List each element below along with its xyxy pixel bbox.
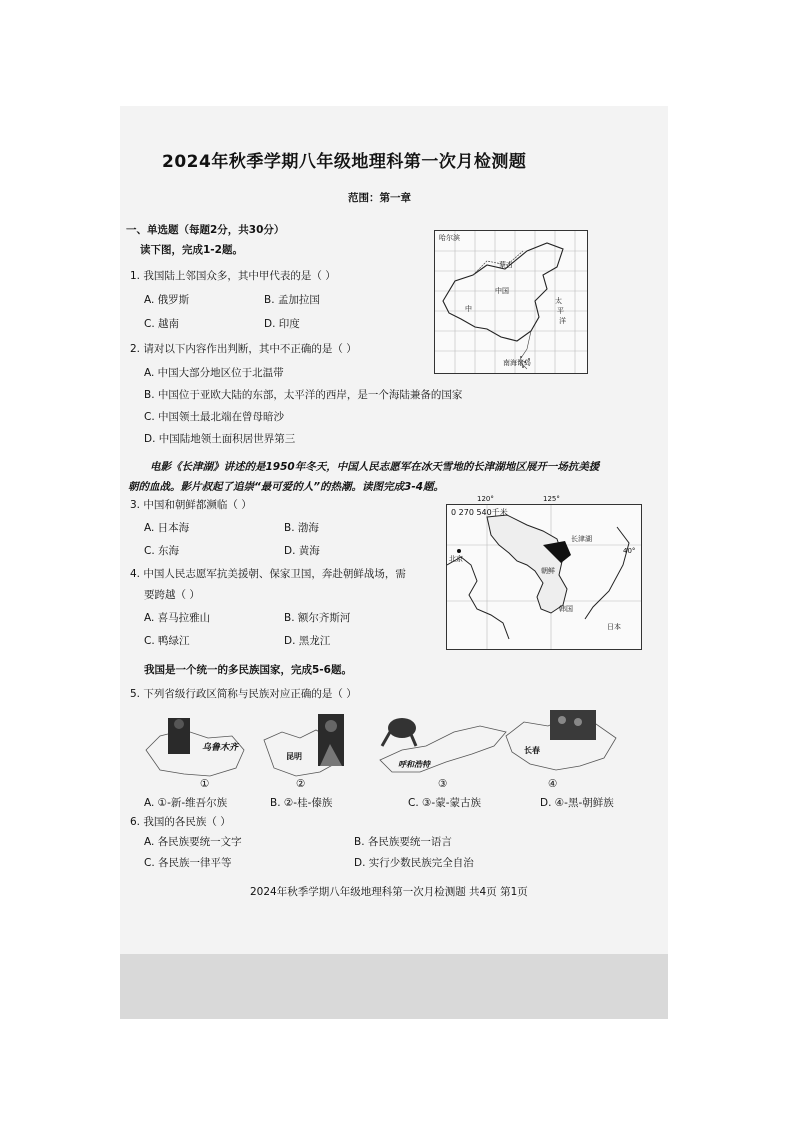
- picture-number: ①: [200, 778, 210, 790]
- map-label: 哈尔滨: [439, 234, 460, 242]
- q6-option-c: C. 各民族一律平等: [144, 857, 232, 869]
- q4-option-c: C. 鸭绿江: [144, 635, 190, 647]
- group-intro: 电影《长津湖》讲述的是1950年冬天，中国人民志愿军在冰天雪地的长津湖地区展开一场抗美援: [150, 461, 600, 473]
- map-label: 太: [555, 297, 562, 305]
- map-label: 北京: [449, 555, 463, 563]
- scan-margin: [120, 954, 668, 1019]
- picture-number: ③: [438, 778, 448, 790]
- map-label: 120°: [477, 495, 494, 503]
- picture-number: ②: [296, 778, 306, 790]
- province-picture-2: [260, 710, 372, 792]
- q4-option-a: A. 喜马拉雅山: [144, 612, 211, 624]
- q5-option-a: A. ①-新-维吾尔族: [144, 797, 228, 809]
- map-label: 朝鲜: [541, 567, 555, 575]
- map-label: 平: [557, 307, 564, 315]
- map-label: 125°: [543, 495, 560, 503]
- q3-option-a: A. 日本海: [144, 522, 190, 534]
- q5-option-c: C. ③-蒙-蒙古族: [408, 797, 481, 809]
- q6-option-d: D. 实行少数民族完全自治: [354, 857, 474, 869]
- scanned-page: [120, 106, 668, 1019]
- city-label: 呼和浩特: [398, 760, 430, 769]
- map-label: 韩国: [559, 605, 573, 613]
- map-label: 蒙古: [499, 261, 513, 269]
- question-4-cont: 要跨越（ ）: [144, 589, 200, 601]
- q3-option-c: C. 东海: [144, 545, 180, 557]
- q4-option-d: D. 黑龙江: [284, 635, 331, 647]
- china-map-graphic: [435, 231, 587, 373]
- group-intro: 读下图，完成1-2题。: [140, 244, 243, 256]
- q3-option-d: D. 黄海: [284, 545, 320, 557]
- q2-option-c: C. 中国领土最北端在曾母暗沙: [144, 411, 285, 423]
- province-picture-3: [376, 710, 516, 792]
- q5-option-b: B. ②-桂-傣族: [270, 797, 333, 809]
- map-label: 中国: [495, 287, 509, 295]
- section-heading: 一、单选题（每题2分，共30分）: [126, 224, 285, 236]
- question-6: 6. 我国的各民族（ ）: [130, 816, 231, 828]
- q5-option-d: D. ④-黑-朝鲜族: [540, 797, 614, 809]
- q4-option-b: B. 额尔齐斯河: [284, 612, 351, 624]
- page-footer: 2024年秋季学期八年级地理科第一次月检测题 共4页 第1页: [250, 886, 528, 898]
- question-3: 3. 中国和朝鲜都濒临（ ）: [130, 499, 252, 511]
- map-label: 日本: [607, 623, 621, 631]
- q2-option-a: A. 中国大部分地区位于北温带: [144, 367, 284, 379]
- question-2: 2. 请对以下内容作出判断，其中不正确的是（ ）: [130, 343, 357, 355]
- question-4: 4. 中国人民志愿军抗美援朝、保家卫国，奔赴朝鲜战场，需: [130, 568, 406, 580]
- korea-map: [446, 495, 642, 650]
- map-scale: 0 270 540千米: [451, 508, 508, 517]
- q1-option-c: C. 越南: [144, 318, 180, 330]
- map-label: 40°: [623, 547, 636, 555]
- q6-option-b: B. 各民族要统一语言: [354, 836, 452, 848]
- map-label: 长津湖: [571, 535, 592, 543]
- q2-option-d: D. 中国陆地领土面积居世界第三: [144, 433, 296, 445]
- province-picture-1: [140, 710, 252, 792]
- q1-option-b: B. 孟加拉国: [264, 294, 320, 306]
- map-label: 洋: [559, 317, 566, 325]
- map-label: 南海诸岛: [503, 359, 531, 367]
- province-picture-4: [500, 706, 626, 792]
- q1-option-a: A. 俄罗斯: [144, 294, 190, 306]
- page-title: 2024年秋季学期八年级地理科第一次月检测题: [162, 152, 527, 172]
- city-label: 乌鲁木齐: [202, 743, 239, 753]
- city-label: 昆明: [286, 752, 302, 761]
- q1-option-d: D. 印度: [264, 318, 300, 330]
- question-1: 1. 我国陆上邻国众多，其中甲代表的是（ ）: [130, 270, 336, 282]
- china-map: [434, 230, 588, 374]
- question-5: 5. 下列省级行政区简称与民族对应正确的是（ ）: [130, 688, 357, 700]
- picture-number: ④: [548, 778, 558, 790]
- city-label: 长春: [524, 746, 540, 755]
- q6-option-a: A. 各民族要统一文字: [144, 836, 242, 848]
- group-intro: 朝的血战。影片叔起了追崇“最可爱的人”的热潮。读图完成3-4题。: [128, 481, 444, 493]
- group-intro: 我国是一个统一的多民族国家，完成5-6题。: [144, 664, 352, 676]
- map-label: 中: [465, 305, 472, 313]
- q3-option-b: B. 渤海: [284, 522, 319, 534]
- q2-option-b: B. 中国位于亚欧大陆的东部，太平洋的西岸，是一个海陆兼备的国家: [144, 389, 463, 401]
- exam-scope: 范围：第一章: [348, 192, 411, 204]
